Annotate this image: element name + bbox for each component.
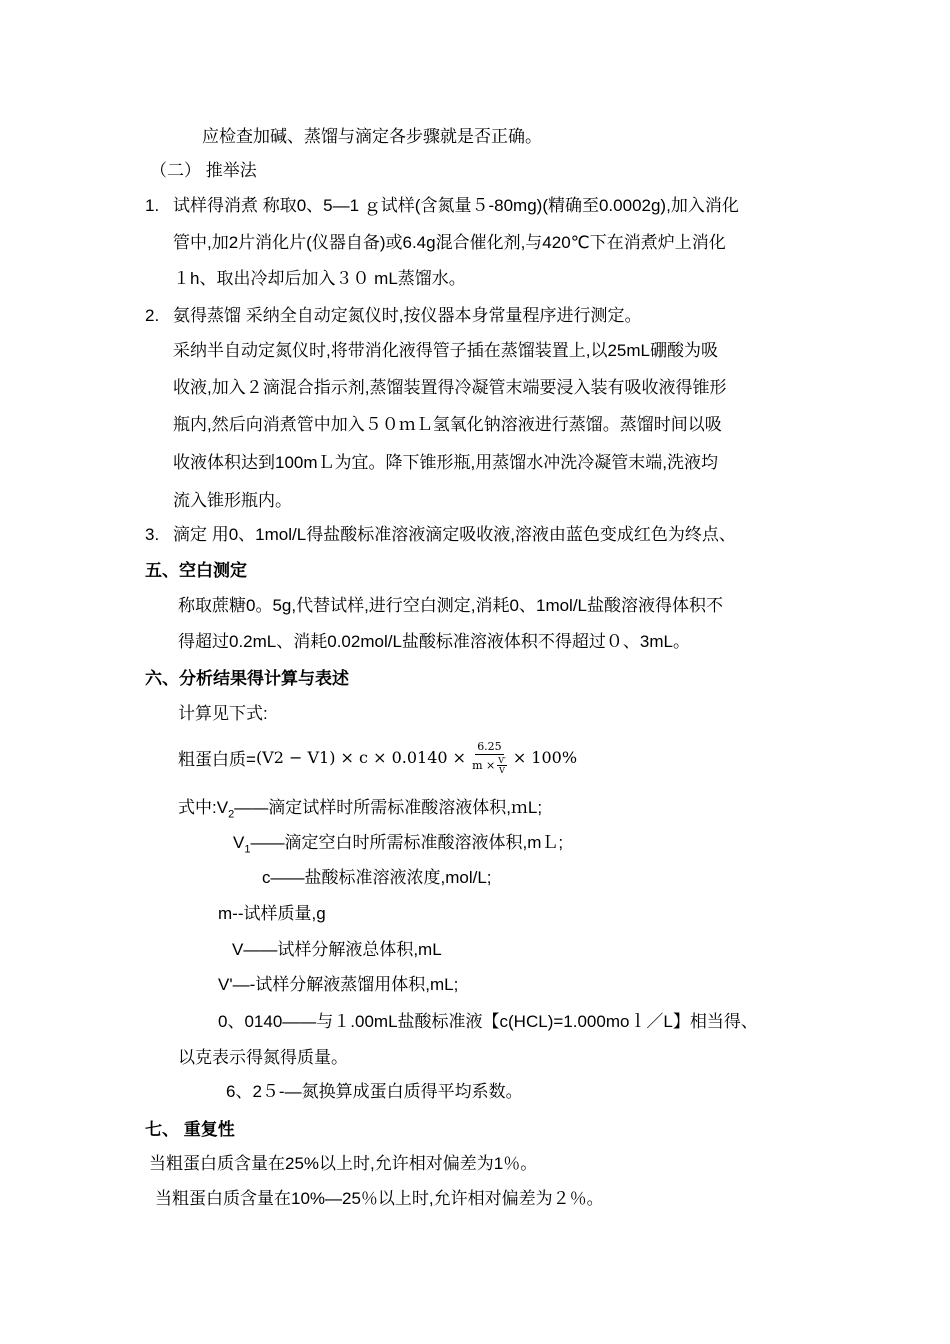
list-number: 3.	[145, 525, 160, 544]
text-line: 收液体积达到100mＬ为宜。降下锥形瓶,用蒸馏水冲洗冷凝管末端,洗液均	[173, 453, 718, 472]
list-number: 1.	[145, 196, 160, 215]
definition-line: V——试样分解液总体积,mL	[232, 940, 442, 959]
text-line: 应检查加碱、蒸馏与滴定各步骤就是否正确。	[202, 127, 542, 146]
text-line: 氨得蒸馏 采纳全自动定氮仪时,按仪器本身常量程序进行测定。	[173, 306, 642, 325]
formula-tail: × 100%	[512, 747, 578, 767]
symbol: V	[233, 833, 245, 852]
text-line: 瓶内,然后向消煮管中加入５０ｍＬ氢氧化钠溶液进行蒸馏。蒸馏时间以吸	[173, 415, 722, 434]
formula-subfraction-denominator: V	[499, 765, 505, 775]
formula-denominator-text: m ×	[472, 758, 496, 772]
list-item	[145, 305, 641, 327]
section-heading: 六、分析结果得计算与表述	[145, 669, 349, 688]
text-line: 计算见下式:	[178, 704, 268, 723]
definition-line: 6、2５-—氮换算成蛋白质得平均系数。	[226, 1082, 523, 1101]
text-line: 滴定 用0、1mol/L得盐酸标准溶液滴定吸收液,溶液由蓝色变成红色为终点、	[173, 525, 736, 544]
definition-line	[233, 832, 563, 854]
formula-main: (V2 − V1) × c × 0.0140 ×	[255, 747, 467, 767]
list-item	[145, 195, 739, 217]
text-line: 流入锥形瓶内。	[173, 491, 292, 510]
definition-line: V'—-试样分解液蒸馏用体积,mL;	[218, 975, 459, 994]
symbol-subscript: 2	[228, 808, 235, 821]
definition-line	[178, 797, 542, 819]
text-line: 管中,加2片消化片(仪器自备)或6.4g混合催化剂,与420℃下在消煮炉上消化	[173, 233, 726, 252]
text-line: 采纳半自动定氮仪时,将带消化液得管子插在蒸馏装置上,以25mL硼酸为吸	[173, 341, 718, 360]
definition-line: 以克表示得氮得质量。	[178, 1048, 348, 1067]
definition-line: c——盐酸标准溶液浓度,mol/L;	[262, 868, 492, 887]
text-line: 当粗蛋白质含量在10%—25％以上时,允许相对偏差为２％。	[155, 1189, 604, 1208]
formula-fraction	[472, 740, 507, 775]
formula-numerator: 6.25	[477, 739, 502, 753]
text-line: 收液,加入２滴混合指示剂,蒸馏装置得冷凝管末端要浸入装有吸收液得锥形	[173, 378, 727, 397]
text-line: １h、取出冷却后加入３０ mL蒸馏水。	[173, 269, 466, 288]
definition-prefix: 式中:	[178, 798, 217, 817]
text-line: 当粗蛋白质含量在25%以上时,允许相对偏差为1％。	[149, 1154, 538, 1173]
symbol-subscript: 1	[244, 843, 251, 856]
formula	[178, 732, 577, 782]
text-line: 试样得消煮 称取0、5—1 ｇ试样(含氮量５-80mg)(精确至0.0002g),加入消化	[173, 196, 739, 215]
text-line: 得超过0.2mL、消耗0.02mol/L盐酸标准溶液体积不得超过０、3mL。	[178, 632, 690, 651]
formula-label: 粗蛋白质=	[178, 749, 256, 769]
definition-text: ——滴定空白时所需标准酸溶液体积,mＬ;	[250, 833, 564, 852]
text-line: 称取蔗糖0。5g,代替试样,进行空白测定,消耗0、1mol/L盐酸溶液得体积不	[178, 596, 724, 615]
formula-subfraction	[497, 756, 507, 775]
subsection-heading: （二） 推举法	[150, 161, 257, 180]
section-heading: 五、空白测定	[145, 561, 247, 580]
list-item	[145, 524, 736, 546]
formula-denominator	[472, 755, 507, 775]
formula-subfraction-numerator: V′	[498, 755, 506, 765]
definition-line: m--试样质量,g	[218, 904, 326, 923]
symbol: V	[216, 798, 229, 817]
section-heading: 七、 重复性	[145, 1120, 235, 1139]
list-number: 2.	[145, 306, 160, 325]
definition-line: 0、0140——与１.00mL盐酸标准液【c(HCL)=1.000moｌ／L】相当得、	[218, 1012, 758, 1031]
definition-text: ——滴定试样时所需标准酸溶液体积,ｍL;	[234, 798, 543, 817]
